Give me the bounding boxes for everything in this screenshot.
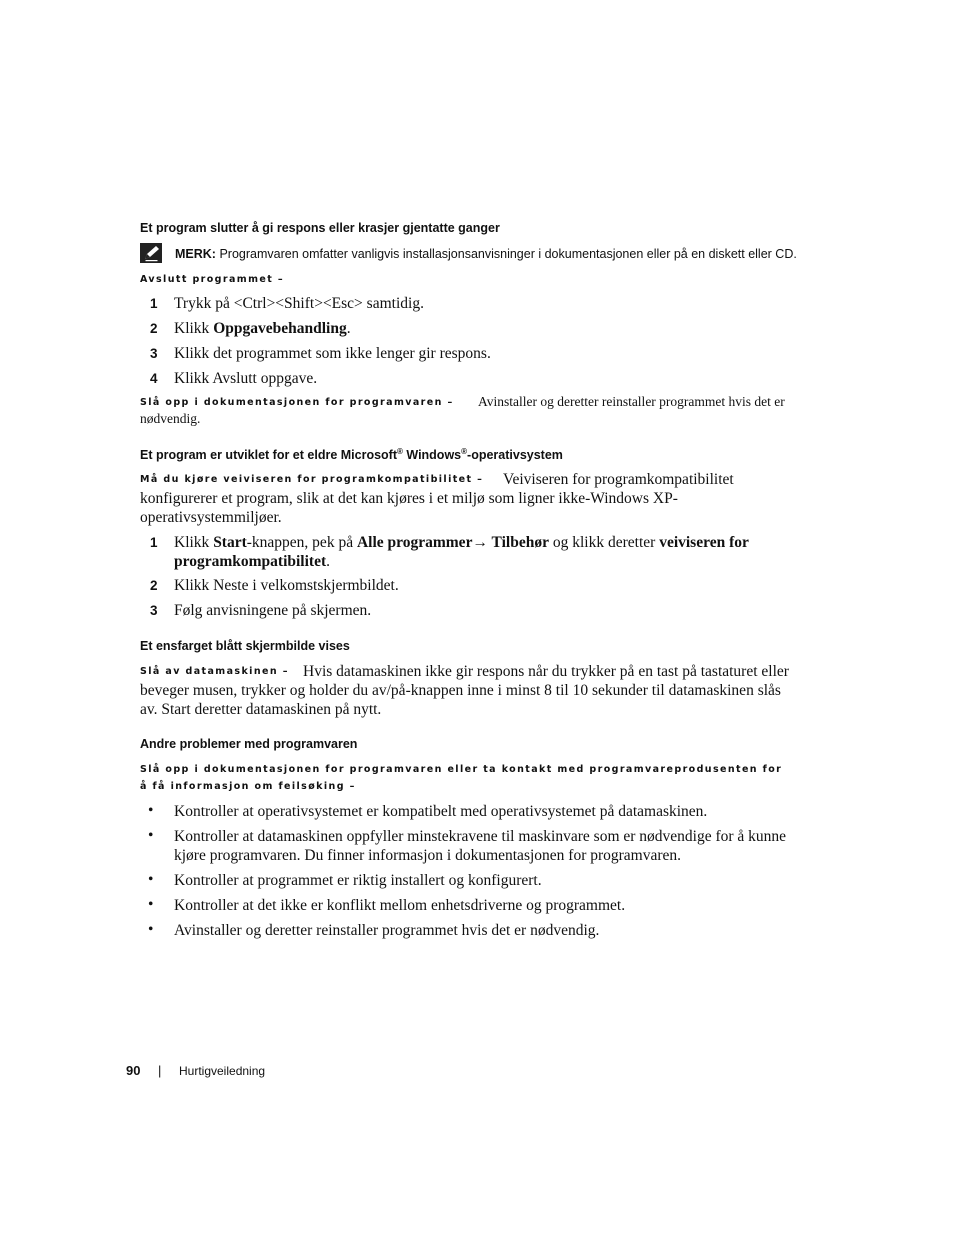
list-item: Kontroller at operativsystemet er kompatibelt med operativsystemet på datamaskinen. [174, 803, 708, 820]
step-number: 1 [150, 535, 158, 550]
note-pencil-icon [140, 243, 164, 265]
paragraph-text: nødvendig. [140, 411, 201, 426]
note [175, 247, 797, 261]
step-number: 2 [150, 578, 158, 593]
step-number: 1 [150, 296, 158, 311]
bullet-icon: • [148, 921, 154, 938]
list-item: Kontroller at programmet er riktig installert og konfigurert. [174, 872, 542, 889]
step-number: 2 [150, 321, 158, 336]
bullet-icon: • [148, 827, 154, 844]
footer-title: Hurtigveiledning [179, 1064, 266, 1078]
step-text: Klikk det programmet som ikke lenger gir respons. [174, 345, 491, 362]
section-heading-blue-screen: Et ensfarget blått skjermbilde vises [140, 639, 350, 653]
footer-separator: | [158, 1063, 162, 1078]
step-text: Trykk på <Ctrl><Shift><Esc> samtidig. [174, 295, 424, 312]
list-item: Kontroller at det ikke er konflikt mellom enhetsdriverne og programmet. [174, 897, 626, 914]
paragraph-text: beveger musen, trykker og holder du av/på-knappen inne i minst 8 til 10 sekunder til datamaskinen slås [140, 682, 781, 699]
section-heading-other-problems: Andre problemer med programvaren [140, 737, 358, 751]
paragraph-text: av. Start deretter datamaskinen på nytt. [140, 701, 382, 718]
list-item: kjøre programvaren. Du finner informasjon i dokumentasjonen for programvaren. [174, 847, 682, 864]
subheading-close-program: Avslutt programmet – [140, 274, 285, 285]
section-heading-program-crash: Et program slutter å gi respons eller krasjer gjentatte ganger [140, 221, 500, 235]
step-text: programkompatibilitet. [174, 553, 330, 570]
subheading-turn-off: Slå av datamaskinen – [140, 666, 289, 677]
step-number: 3 [150, 603, 158, 618]
step-number: 3 [150, 346, 158, 361]
paragraph-text: Hvis datamaskinen ikke gir respons når du trykker på en tast på tastaturet eller [303, 663, 789, 680]
step-text: Følg anvisningene på skjermen. [174, 602, 372, 619]
bullet-icon: • [148, 802, 154, 819]
step-text: Klikk Neste i velkomstskjermbildet. [174, 577, 399, 594]
subheading-check-docs-contact: Slå opp i dokumentasjonen for programvaren eller ta kontakt med programvareprodusenten for [140, 764, 783, 775]
paragraph-text: konfigurerer et program, slik at det kan kjøres i et miljø som ligner ikke-Windows XP- [140, 490, 678, 507]
step-text: Klikk Avslutt oppgave. [174, 370, 318, 387]
paragraph-text: operativsystemmiljøer. [140, 509, 282, 526]
note-label: MERK: [175, 247, 216, 261]
step-text: Klikk Oppgavebehandling. [174, 320, 351, 337]
bullet-icon: • [148, 871, 154, 888]
page-number: 90 [126, 1063, 141, 1078]
subheading-check-docs: Slå opp i dokumentasjonen for programvaren – [140, 397, 454, 408]
bullet-icon: • [148, 896, 154, 913]
note-text: Programvaren omfatter vanligvis installasjonsanvisninger i dokumentasjonen eller på en diskett eller CD. [219, 247, 797, 261]
section-heading-older-windows: Et program er utviklet for et eldre Microsoft® Windows®-operativsystem [140, 446, 563, 462]
subheading-compat-wizard: Må du kjøre veiviseren for programkompatibilitet – [140, 474, 484, 485]
subheading-check-docs-contact: å få informasjon om feilsøking – [140, 781, 356, 792]
step-text: Klikk Start-knappen, pek på Alle programmer→ Tilbehør og klikk deretter veiviseren for [174, 534, 749, 551]
step-number: 4 [150, 371, 158, 386]
list-item: Avinstaller og deretter reinstaller programmet hvis det er nødvendig. [174, 922, 600, 939]
paragraph-text: Veiviseren for programkompatibilitet [503, 471, 734, 488]
bold-term-task-manager: Oppgavebehandling [213, 320, 347, 337]
list-item: Kontroller at datamaskinen oppfyller minstekravene til maskinvare som er nødvendige for å kunne [174, 828, 787, 845]
paragraph-text: Avinstaller og deretter reinstaller programmet hvis det er [478, 394, 785, 409]
